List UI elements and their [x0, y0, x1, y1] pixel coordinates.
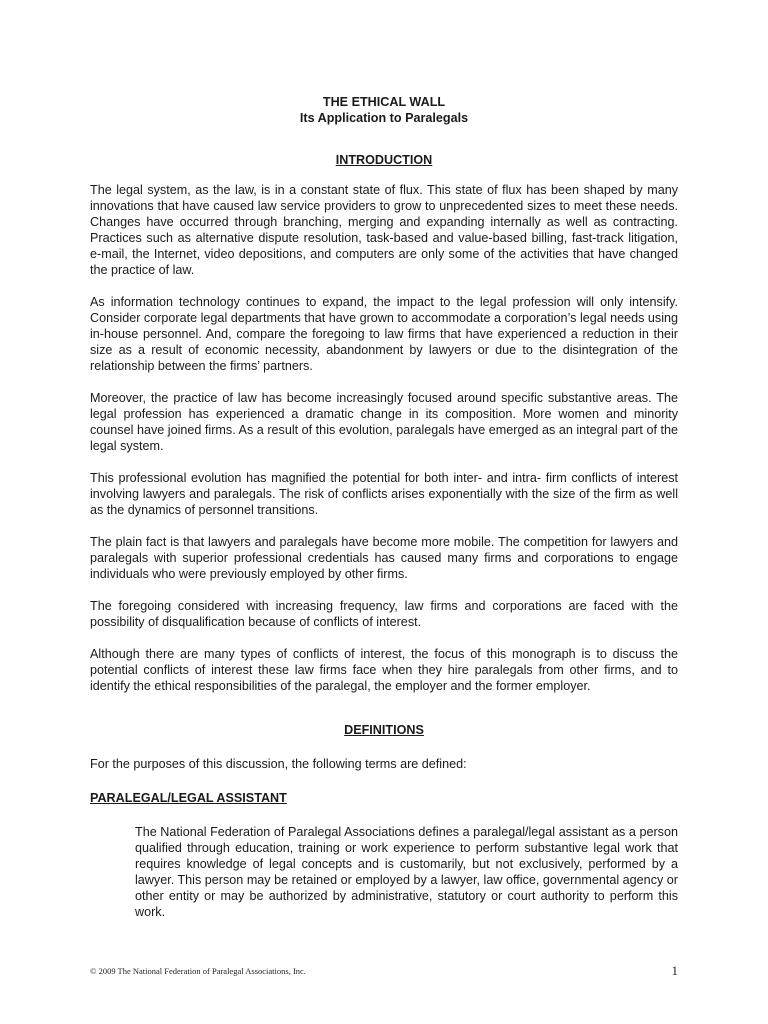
copyright-notice: © 2009 The National Federation of Paralegal Associations, Inc.	[90, 966, 306, 976]
page-footer	[90, 963, 678, 978]
paralegal-term-heading: PARALEGAL/LEGAL ASSISTANT	[90, 791, 287, 805]
page-number: 1	[671, 963, 678, 978]
document-title: THE ETHICAL WALL	[322, 95, 446, 109]
introduction-heading: INTRODUCTION	[335, 153, 433, 167]
document-subtitle: Its Application to Paralegals	[299, 111, 469, 125]
intro-paragraph-6: The foregoing considered with increasing frequency, law firms and corporations are faced with the possibility of disqualification because of conflicts of interest.	[90, 599, 678, 629]
intro-paragraph-5: The plain fact is that lawyers and paralegals have become more mobile. The competition for lawyers and paralegals with superior professional credentials has caused many firms and corporations to engage individuals who were previously employed by other firms.	[90, 535, 678, 581]
definitions-intro: For the purposes of this discussion, the following terms are defined:	[90, 757, 467, 771]
paralegal-definition: The National Federation of Paralegal Associations defines a paralegal/legal assistant as a person qualified through education, training or work experience to perform substantive legal work that requires knowledge of legal concepts and is customarily, but not exclusively, performed by a lawyer. This person may be retained or employed by a lawyer, law office, governmental agency or other entity or may be authorized by administrative, statutory or court authority to perform this work.	[135, 825, 678, 919]
definitions-heading: DEFINITIONS	[344, 723, 424, 737]
document-page	[90, 94, 678, 920]
intro-paragraph-7: Although there are many types of conflicts of interest, the focus of this monograph is to discuss the potential conflicts of interest these law firms face when they hire paralegals from other firms, and to identify the ethical responsibilities of the paralegal, the employer and the former employer.	[90, 647, 678, 693]
intro-paragraph-4: This professional evolution has magnified the potential for both inter- and intra- firm conflicts of interest involving lawyers and paralegals. The risk of conflicts arises exponentially with the size of the firm as well as the dynamics of personnel transitions.	[90, 471, 678, 517]
intro-paragraph-2: As information technology continues to expand, the impact to the legal profession will only intensify. Consider corporate legal departments that have grown to accommodate a corporation’s legal needs using in-house personnel. And, compare the foregoing to law firms that have experienced a reduction in their size as a result of economic necessity, abandonment by lawyers or due to the disintegration of the relationship between the firms’ partners.	[90, 295, 678, 373]
intro-paragraph-1: The legal system, as the law, is in a constant state of flux. This state of flux has been shaped by many innovations that have caused law service providers to grow to unprecedented sizes to meet these needs. Changes have occurred through branching, merging and expanding internally as well as contracting. Practices such as alternative dispute resolution, task-based and value-based billing, fast-track litigation, e-mail, the Internet, video depositions, and computers are only some of the activities that have changed the practice of law.	[90, 183, 678, 277]
intro-paragraph-3: Moreover, the practice of law has become increasingly focused around specific substantive areas. The legal profession has experienced a dramatic change in its composition. More women and minority counsel have joined firms. As a result of this evolution, paralegals have emerged as an integral part of the legal system.	[90, 391, 678, 453]
